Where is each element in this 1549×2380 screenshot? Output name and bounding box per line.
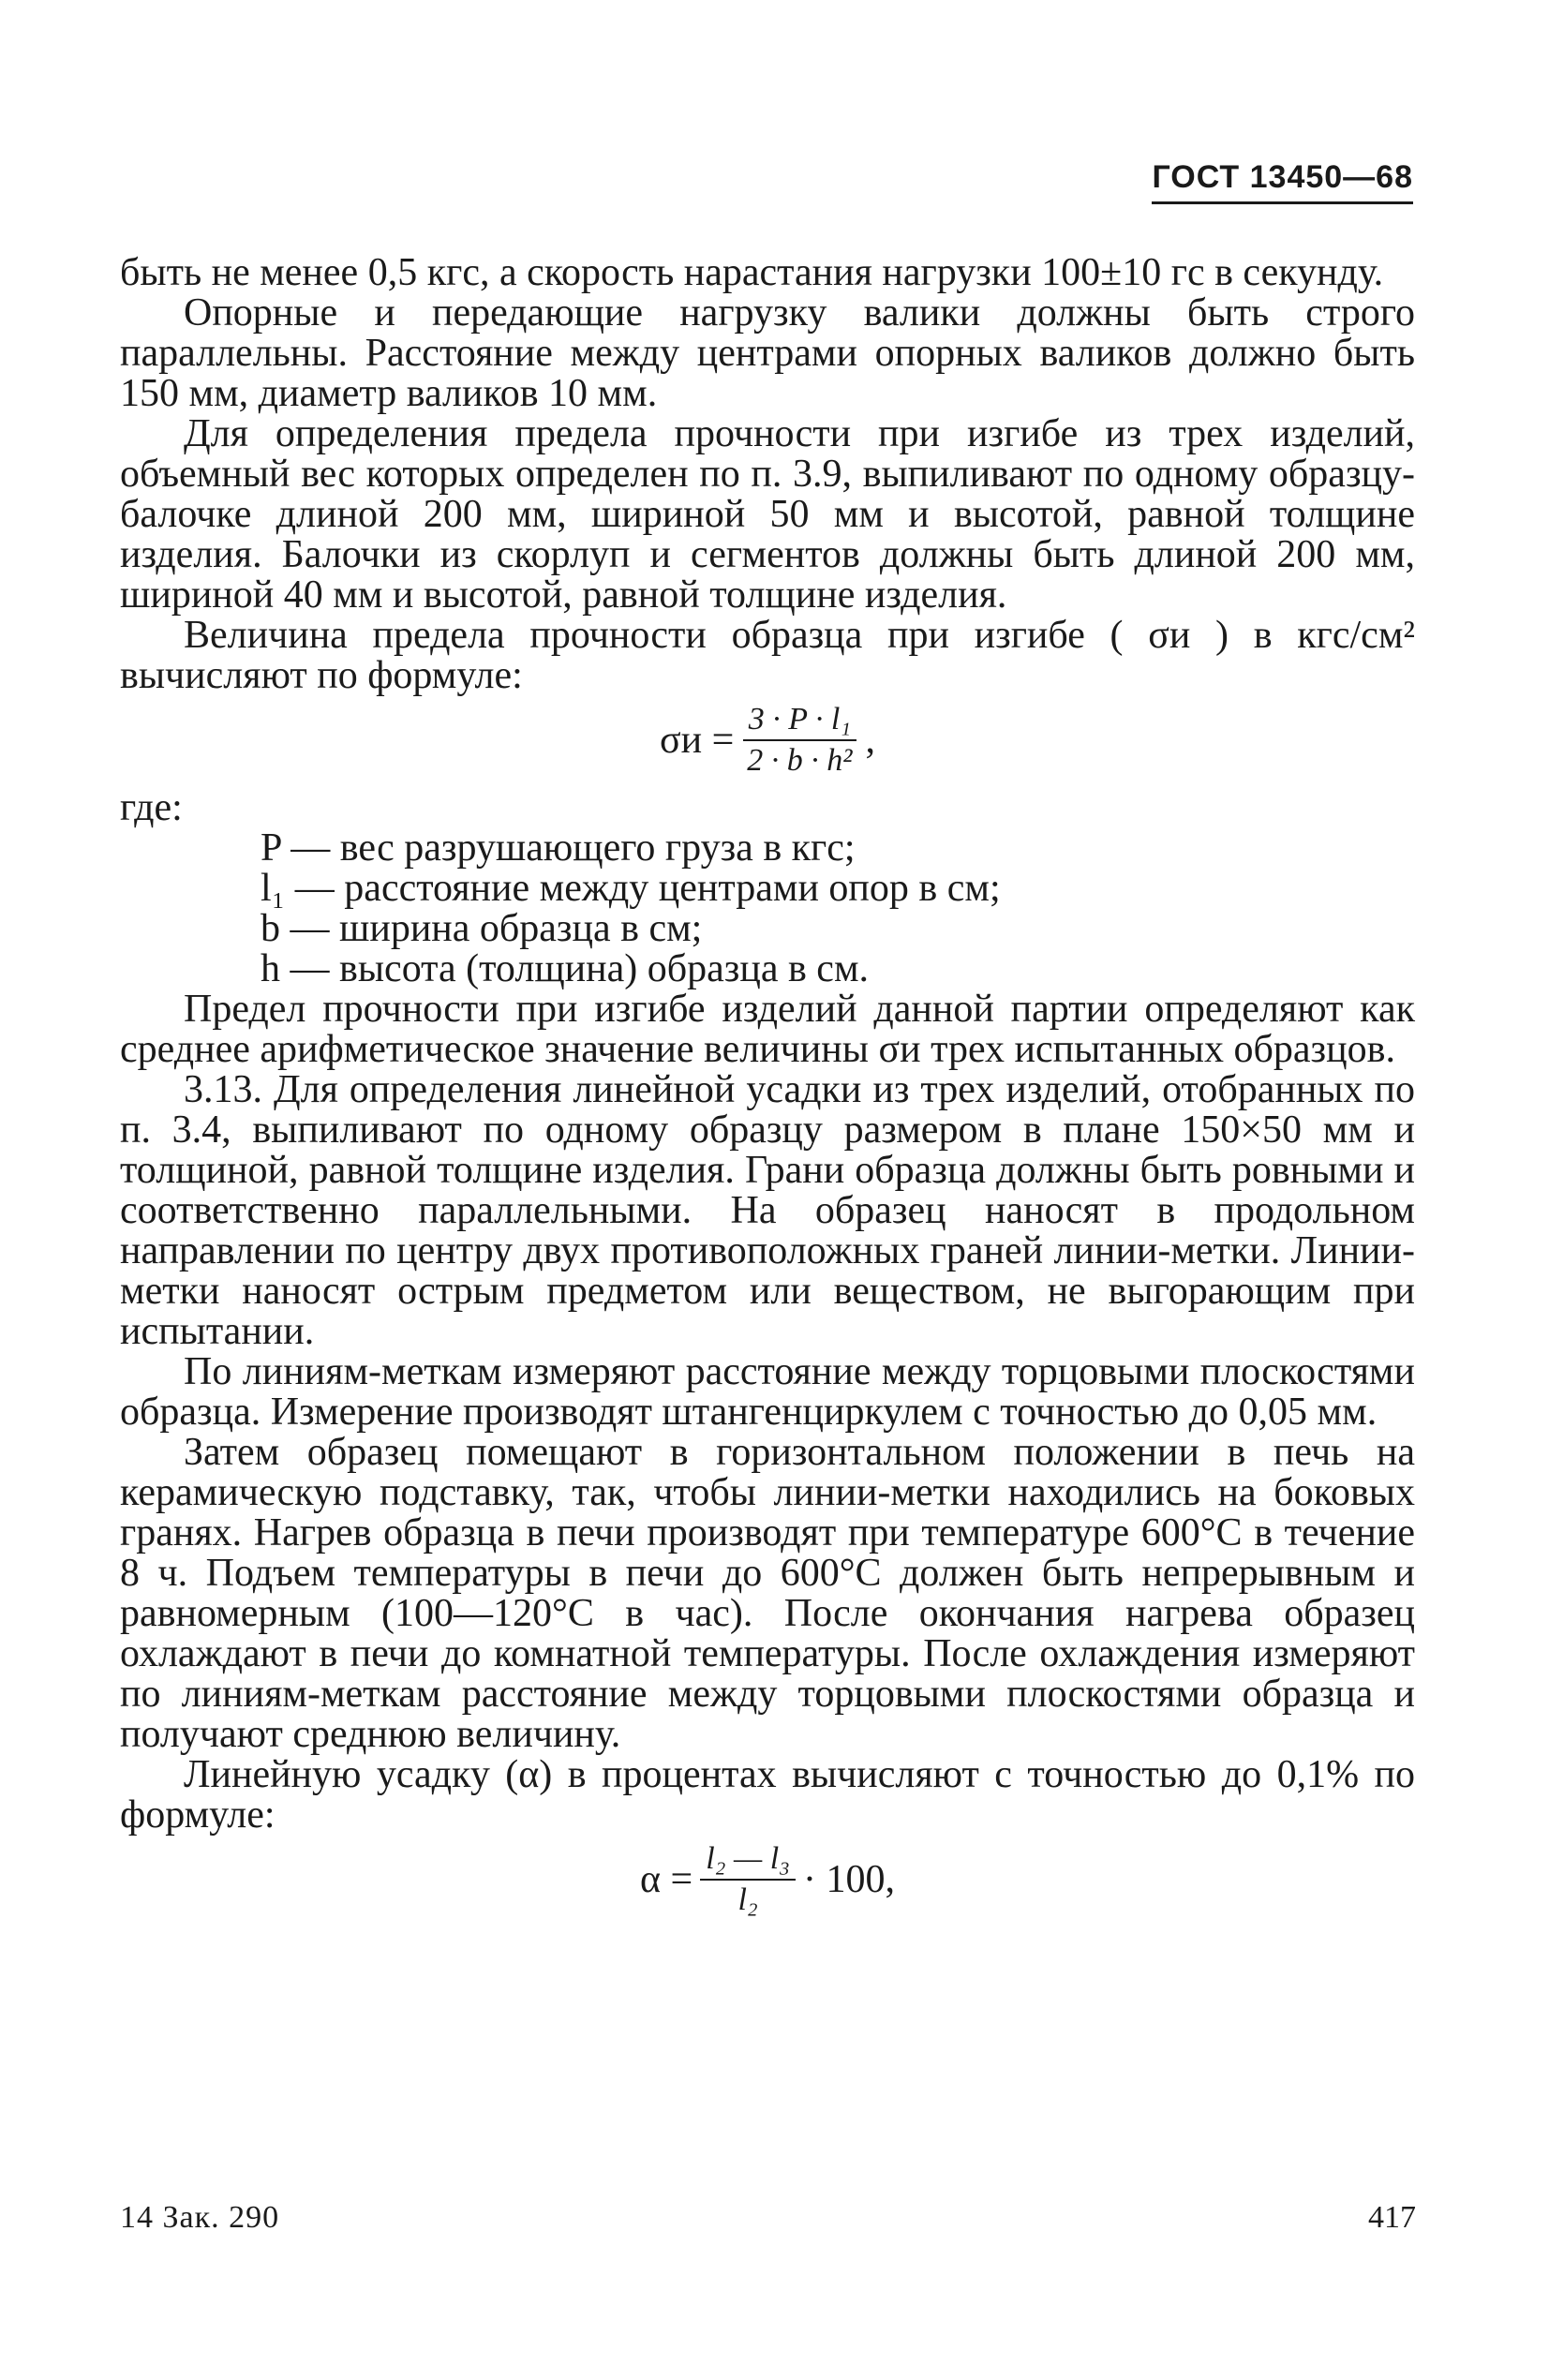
print-order-note: 14 Зак. 290 [120,2200,280,2235]
variable-definitions [261,828,1415,989]
formula-expression [660,702,875,779]
formula-tail: , [865,718,875,762]
standard-title: ГОСТ 13450—68 [1152,159,1413,204]
paragraph: Величина предела прочности образца при изгибе ( σи ) в кгс/см² вычисляют по формуле: [120,614,1415,697]
page-header [1152,159,1413,204]
formula-numerator: l₂ — l₃ [700,1841,796,1881]
formula-lhs: α = [640,1857,693,1901]
formula-lhs: σи = [659,718,735,762]
formula-expression [640,1841,895,1918]
paragraph: 3.13. Для определения линейной усадки из трех изделий, отобранных по п. 3.4, выпиливают по одному образцу размером в плане 150×50 мм и толщиной, равной толщине изделия. Грани образца должны быть ровными и соответственно параллельными. На образец наносят в продольном направлении по центру двух противоположных граней линии-метки. Линии-метки наносят острым предметом или веществом, не выгорающим при испытании. [120,1068,1415,1353]
definition-item: P — вес разрушающего груза в кгс; [261,826,856,870]
paragraph: Затем образец помещают в горизонтальном положении в печь на керамическую подставку, так, чтобы линии-метки находились на боковых гранях. Нагрев образца в печи производят при температуре 600°С в течение 8 ч. Подъем температуры в печи до 600°С должен быть непрерывным и равномерным (100—120°С в час). После окончания нагрева образец охлаждают в печи до комнатной температуры. После охлаждения измеряют по линиям-меткам расстояние между торцовыми плоскостями образца и получают среднюю величину. [120,1431,1415,1756]
paragraph: быть не менее 0,5 кгс, а скорость нарастания нагрузки 100±10 гс в секунду. [120,251,1384,294]
where-label: где: [120,786,183,829]
formula-fraction [741,702,857,779]
paragraph: Для определения предела прочности при изгибе из трех изделий, объемный вес которых определен по п. 3.9, выпиливают по одному образцу-балочке длиной 200 мм, шириной 50 мм и высотой, равной толщине изделия. Балочки из скорлуп и сегментов должны быть длиной 200 мм, шириной 40 мм и высотой, равной толщине изделия. [120,412,1415,617]
formula-numerator: 3 · P · l₁ [743,702,856,741]
formula-denominator: 2 · b · h² [747,743,853,778]
paragraph: Линейную усадку (α) в процентах вычисляют с точностью до 0,1% по формуле: [120,1753,1415,1837]
formula-denominator: l₂ [737,1882,758,1917]
page-number: 417 [1368,2200,1416,2235]
definition-item: b — ширина образца в см; [261,907,703,950]
shrinkage-formula [120,1841,1415,1922]
paragraph: Опорные и передающие нагрузку валики должны быть строго параллельны. Расстояние между центрами опорных валиков должно быть 150 мм, диаметр валиков 10 мм. [120,291,1415,415]
formula-tail: · 100, [802,1857,895,1901]
body-text [120,253,1415,1927]
definition-item: h — высота (толщина) образца в см. [261,947,870,990]
bending-strength-formula [120,702,1415,782]
definition-item: l₁ — расстояние между центрами опор в см; [261,867,1001,910]
formula-fraction [700,1841,796,1918]
paragraph: По линиям-меткам измеряют расстояние между торцовыми плоскостями образца. Измерение производят штангенциркулем с точностью до 0,05 мм. [120,1350,1415,1434]
paragraph: Предел прочности при изгибе изделий данной партии определяют как среднее арифметическое значение величины σи трех испытанных образцов. [120,988,1415,1071]
